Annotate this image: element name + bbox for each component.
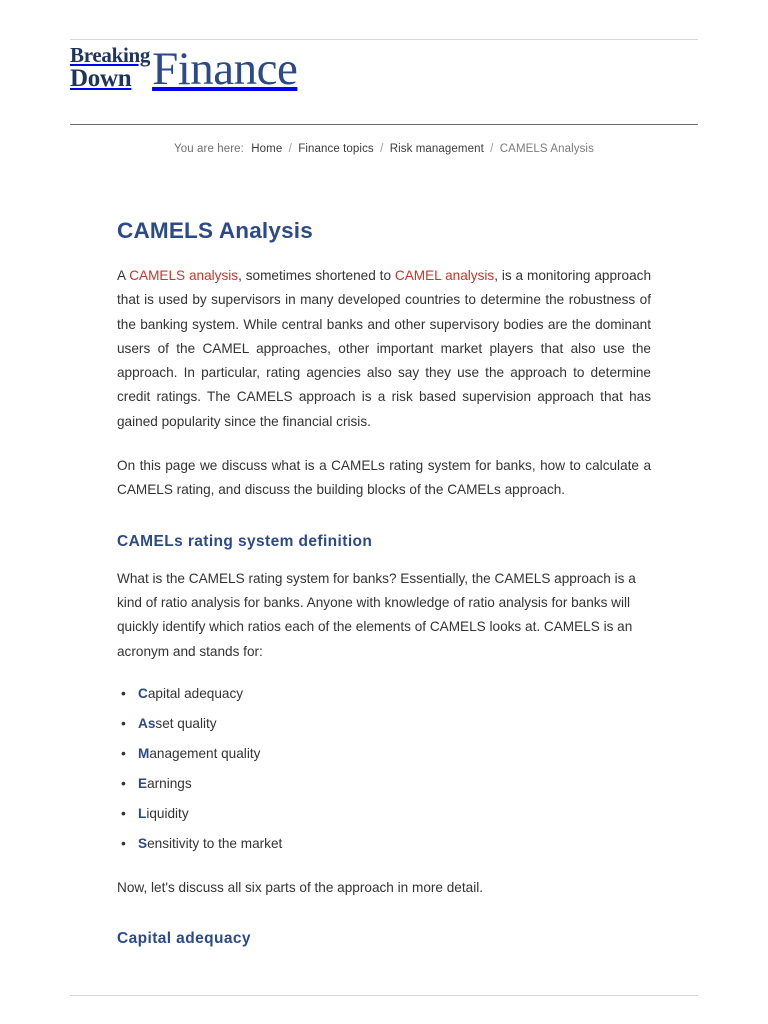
list-item-text: apital adequacy <box>147 685 244 701</box>
list-item-text: set quality <box>155 715 217 731</box>
breadcrumb-item-risk-management[interactable]: Risk management <box>389 143 484 155</box>
breadcrumb-item-current: CAMELS Analysis <box>499 143 594 155</box>
list-item-initial: As <box>138 715 156 731</box>
section-title-rating-system: CAMELs rating system definition <box>117 532 373 550</box>
logo-line-down: Down <box>70 65 132 93</box>
intro-prefix: A <box>117 268 130 283</box>
intro-paragraph <box>117 264 651 434</box>
section-title-capital-adequacy: Capital adequacy <box>117 930 251 948</box>
camels-acronym-list <box>117 684 651 854</box>
paragraph-definition: What is the CAMELS rating system for banks? Essentially, the CAMELS approach is a kind of ratio analysis for banks. Anyone with knowledge of ratio analysis for banks will quickly identify which ratios each of the elements of CAMELS looks at. CAMELS is an acronym and stands for: <box>117 570 636 659</box>
breadcrumb-item-finance-topics[interactable]: Finance topics <box>298 143 374 155</box>
top-divider <box>70 39 698 40</box>
logo-line-breaking: Breaking <box>70 43 151 67</box>
breadcrumb-separator: / <box>490 143 494 155</box>
list-item-initial: L <box>138 805 147 821</box>
breadcrumb-item-home[interactable]: Home <box>251 143 283 155</box>
page-title: CAMELS Analysis <box>117 218 313 243</box>
list-item-initial: E <box>138 775 148 791</box>
list-item <box>117 804 651 824</box>
list-item-initial: M <box>138 745 150 761</box>
list-item-initial: S <box>138 835 148 851</box>
logo-word-finance: Finance <box>152 43 298 96</box>
list-item-text: ensitivity to the market <box>147 835 283 851</box>
paragraph-overview: On this page we discuss what is a CAMELs rating system for banks, how to calculate a CAMELS rating, and discuss the building blocks of the CAMELs approach. <box>117 458 651 498</box>
list-item-text: anagement quality <box>149 745 261 761</box>
list-item <box>117 774 651 794</box>
list-item-text: arnings <box>147 775 192 791</box>
header-divider <box>70 124 698 125</box>
list-item-initial: C <box>138 685 148 701</box>
bottom-divider <box>70 995 698 996</box>
site-logo[interactable] <box>70 43 698 96</box>
paragraph-transition: Now, let's discuss all six parts of the approach in more detail. <box>117 879 484 895</box>
intro-rest: , is a monitoring approach that is used by supervisors in many developed countries to determine the robustness of the banking system. While central banks and other supervisory bodies are the dominant users of the CAMEL approaches, other important market players that also use the approach. In particular, rating agencies also say they use the approach to determine credit ratings. The CAMELS approach is a risk based supervision approach that has gained popularity since the financial crisis. <box>117 268 652 429</box>
breadcrumb <box>70 143 698 155</box>
list-item <box>117 744 651 764</box>
logo-text-block <box>70 45 150 91</box>
intro-middle: , sometimes shortened to <box>238 268 395 283</box>
list-item <box>117 684 651 704</box>
breadcrumb-label: You are here: <box>174 143 244 155</box>
site-header <box>70 45 698 120</box>
breadcrumb-separator: / <box>288 143 292 155</box>
list-item <box>117 834 651 854</box>
breadcrumb-separator: / <box>380 143 384 155</box>
list-item-text: iquidity <box>146 805 189 821</box>
list-item <box>117 714 651 734</box>
article-content <box>117 218 651 964</box>
link-camel-analysis[interactable]: CAMEL analysis <box>394 268 495 283</box>
link-camels-analysis[interactable]: CAMELS analysis <box>129 268 239 283</box>
